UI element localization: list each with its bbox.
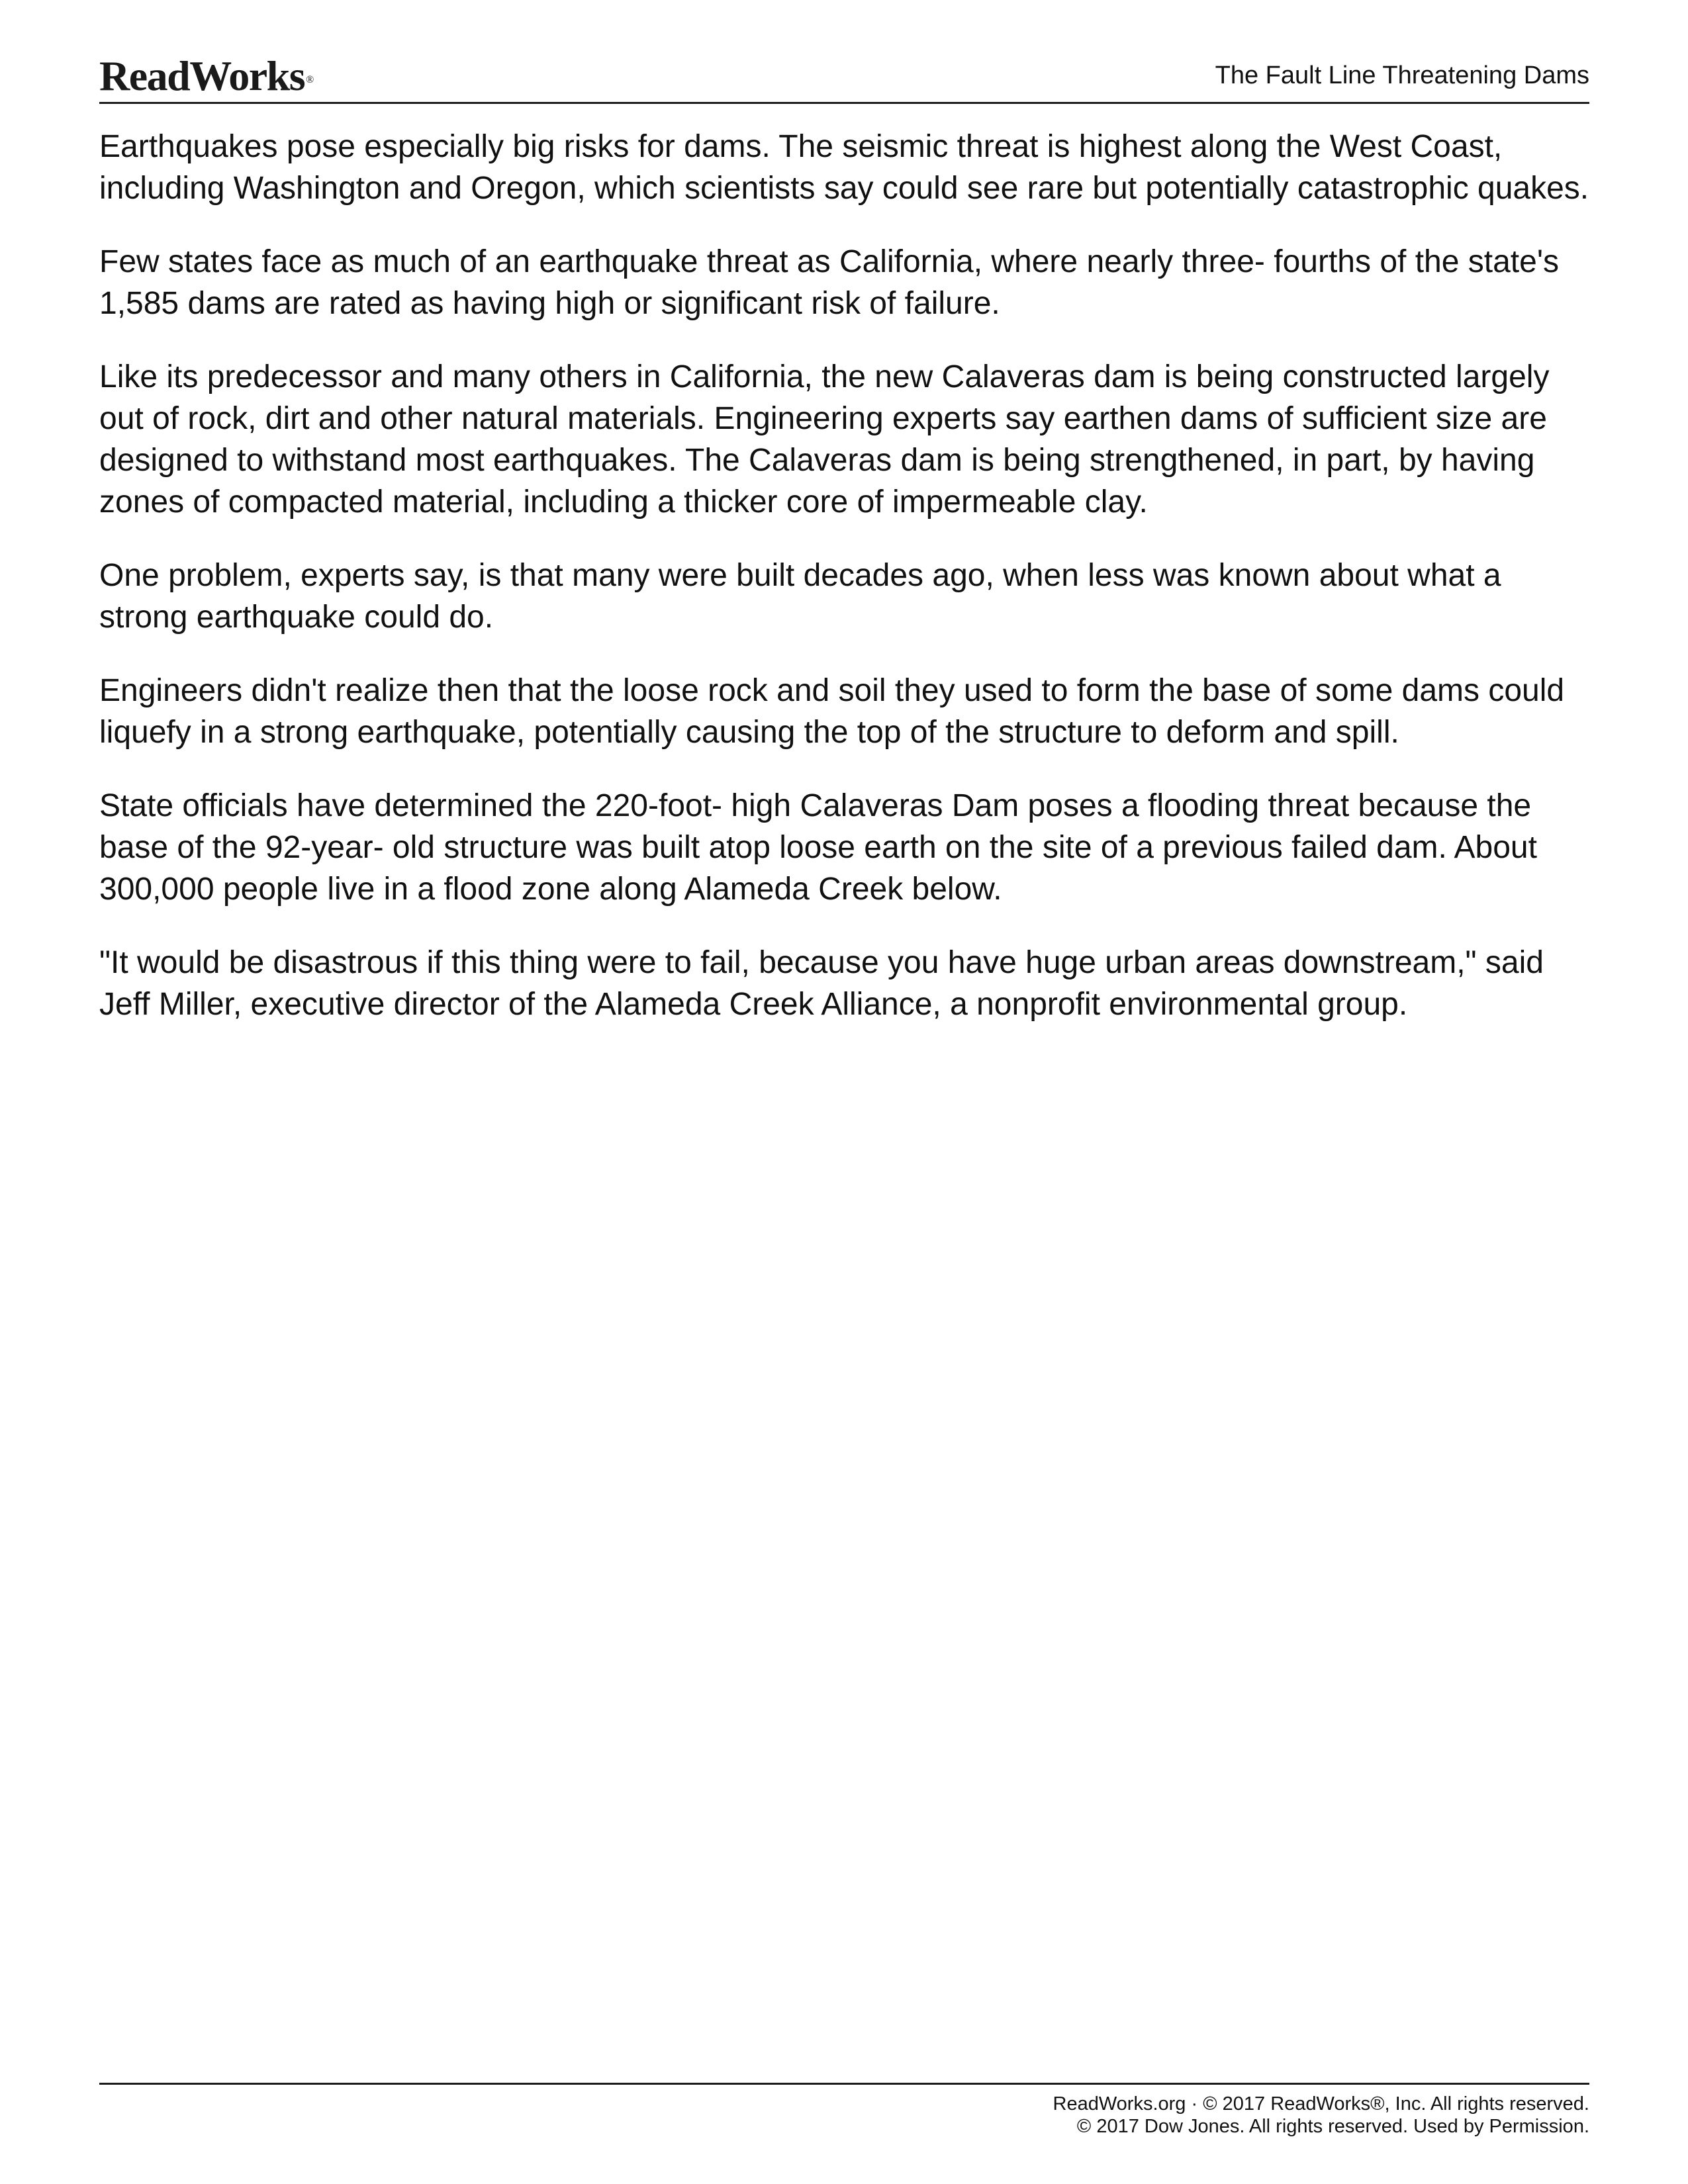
paragraph: One problem, experts say, is that many were built decades ago, when less was known about what a strong earthquake could do. xyxy=(99,558,1501,635)
page-header xyxy=(99,52,1589,105)
header-divider xyxy=(99,102,1589,104)
copyright-readworks: ReadWorks.org · © 2017 ReadWorks®, Inc. All rights reserved. xyxy=(1053,2093,1589,2115)
document-title: The Fault Line Threatening Dams xyxy=(1215,62,1589,89)
paragraph: Engineers didn't realize then that the loose rock and soil they used to form the base of some dams could liquefy in a strong earthquake, potentially causing the top of the structure to deform and spill. xyxy=(99,673,1565,750)
article-body xyxy=(99,126,1589,1057)
footer-divider xyxy=(99,2083,1589,2085)
page-footer xyxy=(1053,2093,1590,2138)
readworks-logo xyxy=(99,53,314,99)
paragraph: Few states face as much of an earthquake threat as California, where nearly three- fourths of the state's 1,585 dams are rated as having high or significant risk of failure. xyxy=(99,244,1559,321)
brand-name: ReadWorks xyxy=(99,52,305,99)
copyright-dow-jones: © 2017 Dow Jones. All rights reserved. Used by Permission. xyxy=(1076,2116,1589,2137)
paragraph: Earthquakes pose especially big risks for dams. The seismic threat is highest along the West Coast, including Washington and Oregon, which scientists say could see rare but potentially catastrophic quakes. xyxy=(99,129,1589,206)
registered-mark: ® xyxy=(306,74,314,85)
paragraph: Like its predecessor and many others in California, the new Calaveras dam is being constructed largely out of rock, dirt and other natural materials. Engineering experts say earthen dams of sufficient size are designed to withstand most earthquakes. The Calaveras dam is being strengthened, in part, by having zones of compacted material, including a thicker core of impermeable clay. xyxy=(99,359,1550,520)
paragraph: "It would be disastrous if this thing were to fail, because you have huge urban areas downstream," said Jeff Miller, executive director of the Alameda Creek Alliance, a nonprofit environmental group. xyxy=(99,945,1544,1022)
paragraph: State officials have determined the 220-foot- high Calaveras Dam poses a flooding threat because the base of the 92-year- old structure was built atop loose earth on the site of a previous failed dam. About 300,000 people live in a flood zone along Alameda Creek below. xyxy=(99,788,1537,907)
